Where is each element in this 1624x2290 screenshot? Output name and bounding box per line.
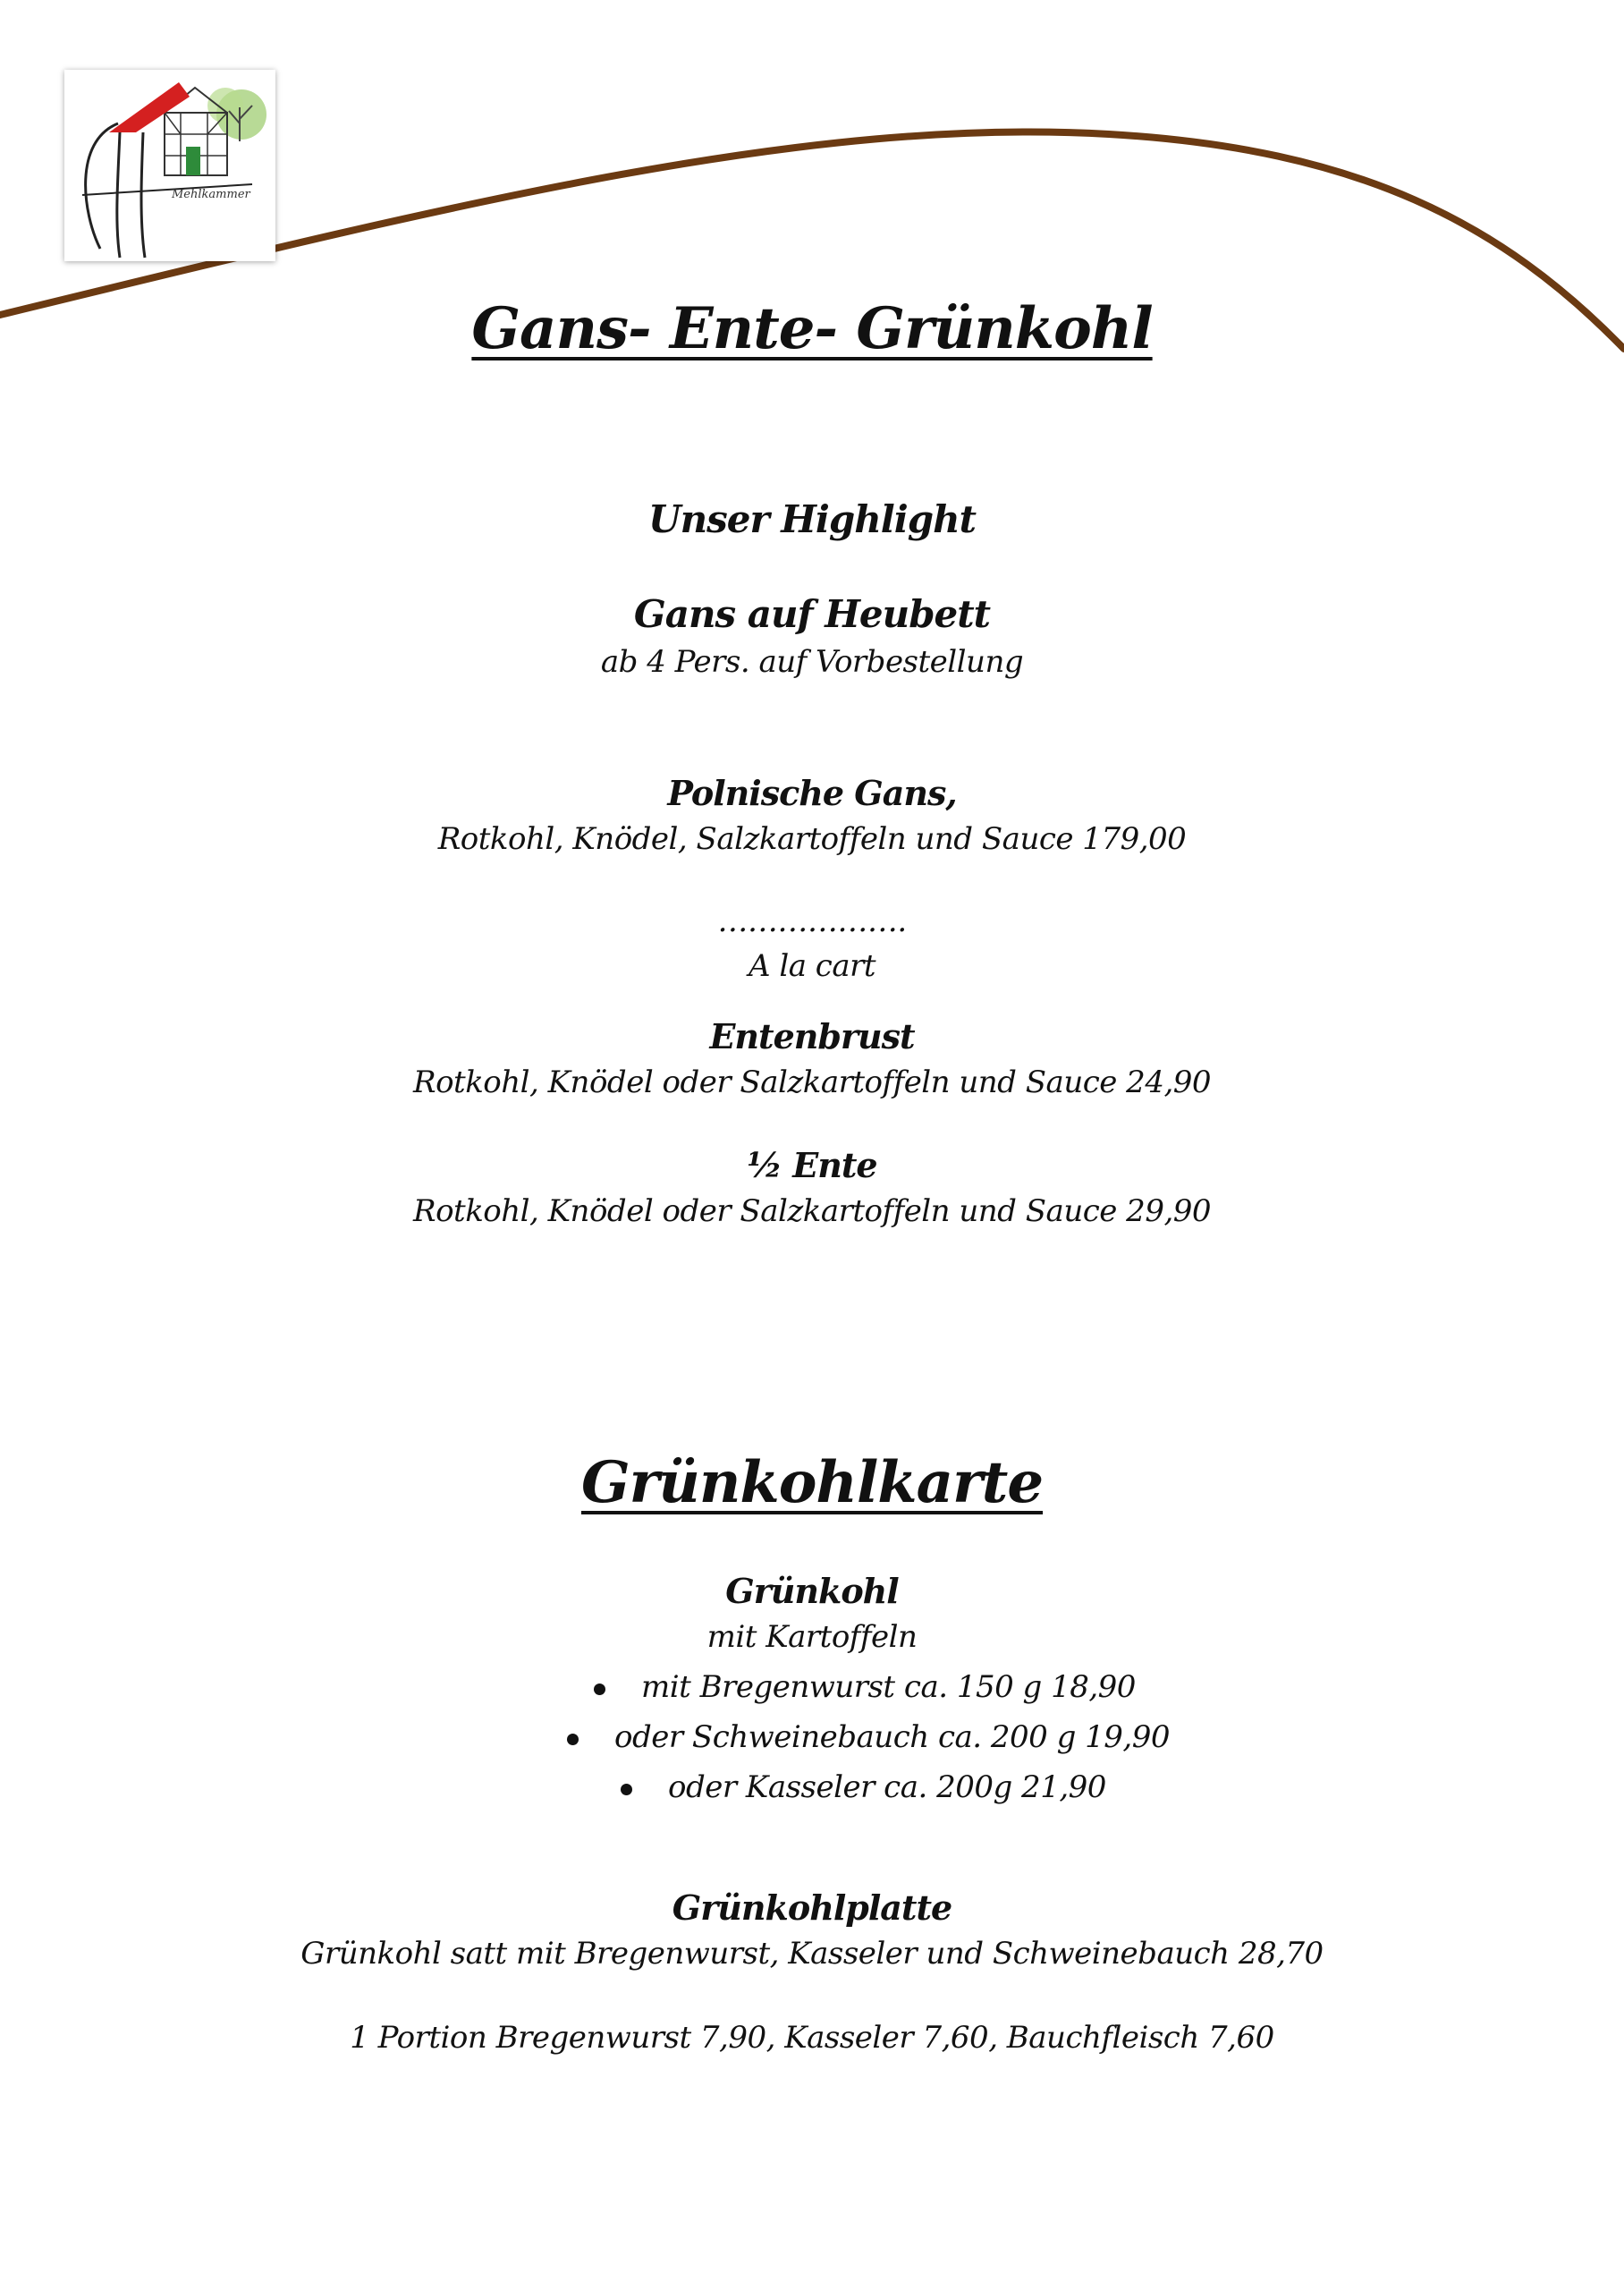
logo-text: Mehlkammer [172, 188, 250, 201]
list-item [594, 1669, 1136, 1705]
kale-option: oder Schweinebauch ca. 200 g 19,90 [614, 1719, 1170, 1755]
platter-desc: Grünkohl satt mit Bregenwurst, Kasseler und Schweinebauch 28,70 [300, 1936, 1324, 1972]
kale-name: Grünkohl [725, 1571, 899, 1611]
duck-breast-name: Entenbrust [709, 1016, 915, 1056]
bullet-icon [621, 1784, 632, 1795]
highlight-item-note: ab 4 Pers. auf Vorbestellung [600, 644, 1024, 680]
separator: ………………. [717, 903, 907, 939]
bullet-icon [567, 1734, 579, 1745]
kale-sub: mit Kartoffeln [706, 1619, 918, 1655]
list-item [621, 1769, 1106, 1805]
list-item [567, 1719, 1170, 1755]
platter-name: Grünkohlplatte [672, 1887, 952, 1928]
polish-goose-name: Polnische Gans, [667, 773, 957, 813]
half-duck-name: ½ Ente [747, 1145, 877, 1185]
kale-option: oder Kasseler ca. 200g 21,90 [668, 1769, 1106, 1805]
duck-breast-desc: Rotkohl, Knödel oder Salzkartoffeln und Sauce 24,90 [412, 1064, 1212, 1100]
page-title: Gans- Ente- Grünkohl [471, 295, 1153, 362]
polish-goose-desc: Rotkohl, Knödel, Salzkartoffeln und Sauce 179,00 [437, 821, 1187, 857]
restaurant-logo [64, 70, 275, 261]
portions-line: 1 Portion Bregenwurst 7,90, Kasseler 7,60, Bauchfleisch 7,60 [350, 2020, 1274, 2056]
kale-option: mit Bregenwurst ca. 150 g 18,90 [641, 1669, 1136, 1705]
highlight-item-name: Gans auf Heubett [633, 592, 991, 636]
highlight-heading: Unser Highlight [647, 497, 977, 541]
bullet-icon [594, 1684, 605, 1695]
kale-menu-title: Grünkohlkarte [580, 1449, 1044, 1516]
a-la-carte-label: A la cart [748, 948, 876, 984]
logo-house-icon [64, 70, 275, 261]
half-duck-desc: Rotkohl, Knödel oder Salzkartoffeln und Sauce 29,90 [412, 1193, 1212, 1229]
